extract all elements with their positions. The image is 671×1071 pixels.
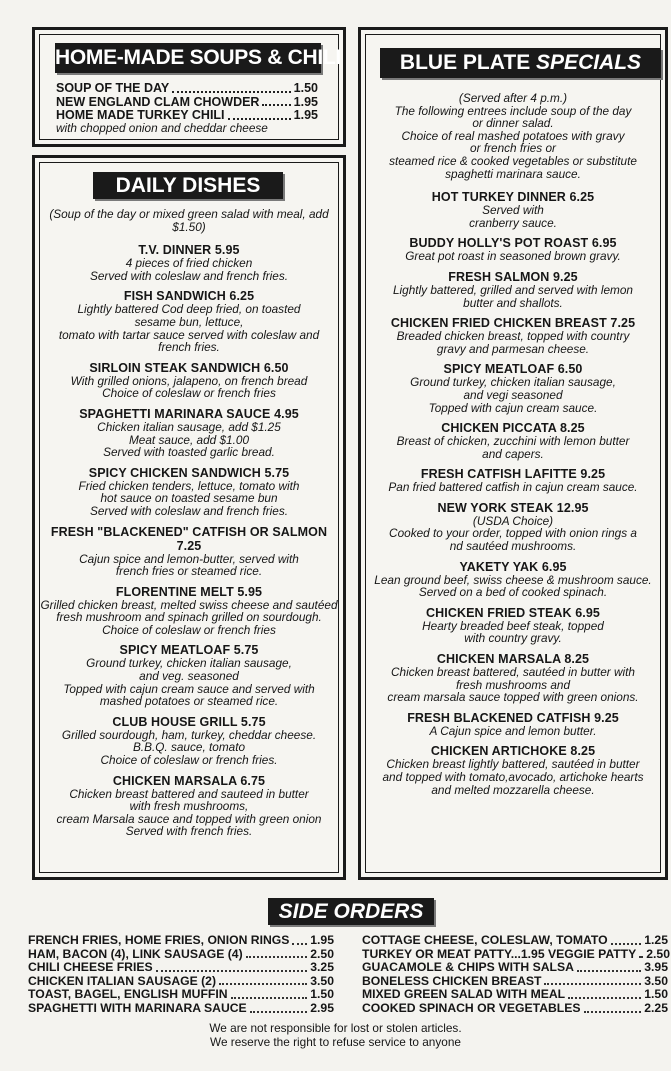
dot-leader	[219, 975, 307, 986]
blue-plate-item-name: FRESH SALMON 9.25	[448, 269, 578, 284]
blue-plate-menu-item	[364, 270, 662, 309]
daily-item-description: Grilled sourdough, ham, turkey, cheddar cheese. B.B.Q. sauce, tomato Choice of coleslaw or french fries.	[61, 727, 317, 768]
dot-leader	[639, 948, 643, 959]
dot-leader	[262, 96, 290, 107]
blue-plate-item-name: FRESH BLACKENED CATFISH 9.25	[407, 710, 619, 725]
side-order-row	[362, 961, 668, 975]
blue-plate-menu-item	[364, 316, 662, 355]
daily-menu-item	[38, 525, 340, 578]
blue-plate-item-name: FRESH CATFISH LAFITTE 9.25	[420, 467, 606, 482]
side-order-name: COOKED SPINACH OR VEGETABLES	[362, 1000, 581, 1015]
blue-plate-item-description: Served with cranberry sauce.	[469, 203, 557, 230]
daily-item-description: Cajun spice and lemon-butter, served with french fries or steamed rice.	[79, 551, 299, 579]
daily-item-name: SPICY CHICKEN SANDWICH 5.75	[88, 465, 290, 480]
side-order-name: CHILI CHEESE FRIES	[28, 960, 153, 975]
blue-plate-item-description: Hearty breaded beef steak, topped with country gravy.	[422, 618, 604, 646]
blue-plate-item-name: CHICKEN FRIED STEAK 6.95	[426, 605, 600, 620]
footer-line-1: We are not responsible for lost or stolen articles.	[209, 1021, 462, 1035]
blue-plate-item-description: A Cajun spice and lemon butter.	[429, 723, 597, 738]
blue-plate-item-description: Chicken breast lightly battered, sautéed in butter and topped with tomato,avocado, artichoke hearts and melted mozzarella cheese.	[382, 757, 644, 797]
blue-plate-item-name: CHICKEN MARSALA 8.25	[436, 652, 590, 667]
daily-item-description: Chicken italian sausage, add $1.25 Meat sauce, add $1.00 Served with toasted garlic bread.	[97, 419, 281, 460]
blue-plate-heading-b: SPECIALS	[536, 51, 642, 74]
side-orders-heading: SIDE ORDERS	[268, 898, 434, 925]
daily-menu-item	[38, 407, 340, 459]
dot-leader	[544, 975, 641, 986]
daily-menu-item	[38, 243, 340, 282]
soups-note: with chopped onion and cheddar cheese	[56, 120, 268, 135]
side-order-name: TURKEY OR MEAT PATTY...1.95 VEGGIE PATTY	[362, 946, 637, 961]
side-order-price: 2.50	[646, 946, 670, 961]
blue-plate-menu-item	[364, 560, 662, 599]
side-order-row	[28, 961, 334, 975]
dot-leader	[156, 961, 308, 972]
daily-dishes-list	[38, 208, 340, 838]
blue-plate-heading-a: BLUE PLATE	[399, 51, 537, 74]
blue-plate-item-name: NEW YORK STEAK 12.95	[437, 500, 589, 515]
soups-row	[56, 82, 318, 96]
side-order-name: GUACAMOLE & CHIPS WITH SALSA	[362, 960, 574, 975]
blue-plate-item-name: CHICKEN ARTICHOKE 8.25	[430, 744, 596, 759]
side-order-price: 1.50	[310, 987, 334, 1002]
blue-plate-item-name: SPICY MEATLOAF 6.50	[443, 362, 583, 377]
daily-dishes-items	[38, 243, 340, 838]
blue-plate-item-name: HOT TURKEY DINNER 6.25	[431, 190, 595, 205]
blue-plate-menu-item	[364, 190, 662, 229]
side-order-row	[28, 934, 334, 948]
dot-leader	[584, 1002, 642, 1013]
blue-plate-list	[364, 92, 662, 796]
daily-menu-item	[38, 715, 340, 767]
soup-price: 1.95	[293, 108, 318, 122]
dot-leader	[231, 988, 308, 999]
soups-heading: HOME-MADE SOUPS & CHILI	[55, 43, 321, 73]
side-order-price: 1.50	[644, 987, 668, 1002]
dot-leader	[292, 934, 307, 945]
dot-leader	[172, 82, 290, 93]
side-order-name: CHICKEN ITALIAN SAUSAGE (2)	[28, 973, 217, 988]
dot-leader	[246, 948, 308, 959]
daily-item-name: FLORENTINE MELT 5.95	[115, 584, 263, 599]
side-order-price: 3.50	[310, 973, 334, 988]
dot-leader	[611, 934, 642, 945]
blue-plate-item-description: Ground turkey, chicken italian sausage, and vegi seasoned Topped with cajun cream sauce.	[410, 375, 616, 415]
blue-plate-menu-item	[364, 467, 662, 494]
daily-menu-item	[38, 361, 340, 400]
daily-item-name: FRESH "BLACKENED" CATFISH OR SALMON 7.25	[50, 524, 328, 553]
blue-plate-item-name: CHICKEN FRIED CHICKEN BREAST 7.25	[390, 316, 636, 331]
blue-plate-intro: (Served after 4 p.m.) The following entrees include soup of the day or dinner salad. Choice of real mashed potatoes with gravy or french fries or steamed rice & cooked vegetables or substitute spaghetti marinara sauce.	[389, 91, 637, 181]
side-order-name: FRENCH FRIES, HOME FRIES, ONION RINGS	[28, 933, 290, 947]
blue-plate-item-description: Chicken breast battered, sautéed in butter with fresh mushrooms and cream marsala sauce topped with green onions.	[387, 665, 639, 705]
side-order-row	[362, 948, 668, 962]
side-order-row	[28, 948, 334, 962]
soups-list	[56, 82, 318, 134]
side-order-price: 2.25	[644, 1000, 668, 1015]
daily-item-name: SPAGHETTI MARINARA SAUCE 4.95	[79, 406, 299, 421]
side-order-row	[28, 988, 334, 1002]
side-order-row	[362, 934, 668, 948]
side-order-name: TOAST, BAGEL, ENGLISH MUFFIN	[28, 987, 228, 1002]
side-orders-left	[28, 934, 334, 1016]
blue-plate-item-description: Breast of chicken, zucchini with lemon butter and capers.	[396, 434, 630, 461]
daily-item-description: Chicken breast battered and sauteed in butter with fresh mushrooms, cream Marsala sauce and topped with green onion Served with french fries.	[56, 786, 322, 839]
daily-item-description: Lightly battered Cod deep fried, on toasted sesame bun, lettuce, tomato with tartar sauce served with coleslaw and french fries.	[58, 302, 320, 355]
side-order-price: 2.95	[310, 1000, 334, 1015]
blue-plate-item-description: Pan fried battered catfish in cajun cream sauce.	[388, 480, 638, 495]
daily-item-description: With grilled onions, jalapeno, on french bread Choice of coleslaw or french fries	[70, 373, 308, 401]
blue-plate-item-name: CHICKEN PICCATA 8.25	[441, 421, 585, 436]
side-order-row	[28, 975, 334, 989]
blue-plate-menu-item	[364, 362, 662, 414]
daily-item-name: CHICKEN MARSALA 6.75	[112, 773, 266, 788]
blue-plate-heading	[380, 48, 661, 78]
soup-name: NEW ENGLAND CLAM CHOWDER	[56, 94, 260, 109]
blue-plate-menu-item	[364, 711, 662, 738]
blue-plate-menu-item	[364, 606, 662, 645]
side-order-price: 1.25	[644, 933, 668, 947]
side-order-name: COTTAGE CHEESE, COLESLAW, TOMATO	[362, 933, 608, 947]
blue-plate-menu-item	[364, 421, 662, 460]
side-order-price: 3.25	[310, 960, 334, 975]
blue-plate-item-description: Great pot roast in seasoned brown gravy.	[405, 249, 621, 264]
side-order-row	[28, 1002, 334, 1016]
side-order-price: 3.95	[644, 960, 668, 975]
daily-item-description: 4 pieces of fried chicken Served with coleslaw and french fries.	[89, 256, 289, 283]
side-order-row	[362, 988, 668, 1002]
side-order-name: SPAGHETTI WITH MARINARA SAUCE	[28, 1000, 247, 1015]
side-order-name: MIXED GREEN SALAD WITH MEAL	[362, 987, 566, 1002]
blue-plate-item-description: Lightly battered, grilled and served with lemon butter and shallots.	[392, 282, 633, 310]
daily-menu-item	[38, 289, 340, 353]
side-orders-right	[362, 934, 668, 1016]
blue-plate-menu-item	[364, 744, 662, 796]
side-order-name: HAM, BACON (4), LINK SAUSAGE (4)	[28, 946, 243, 961]
daily-item-name: SIRLOIN STEAK SANDWICH 6.50	[89, 360, 289, 375]
soup-price: 1.95	[293, 94, 318, 109]
daily-dishes-intro: (Soup of the day or mixed green salad with meal, add $1.50)	[49, 207, 329, 234]
side-order-price: 2.50	[310, 946, 334, 961]
dot-leader	[568, 988, 641, 999]
daily-item-description: Fried chicken tenders, lettuce, tomato with hot sauce on toasted sesame bun Served with coleslaw and french fries.	[78, 478, 300, 518]
footer	[0, 1021, 671, 1049]
blue-plate-menu-item	[364, 652, 662, 704]
blue-plate-menu-item	[364, 501, 662, 553]
blue-plate-item-name: BUDDY HOLLY'S POT ROAST 6.95	[409, 236, 617, 251]
daily-item-description: Grilled chicken breast, melted swiss cheese and sautéed fresh mushroom and spinach grilled on sourdough. Choice of coleslaw or french fries	[40, 597, 338, 637]
soup-name: SOUP OF THE DAY	[56, 81, 170, 95]
dot-leader	[577, 961, 641, 972]
blue-plate-items	[364, 190, 662, 796]
blue-plate-item-description: Lean ground beef, swiss cheese & mushroom sauce. Served on a bed of cooked spinach.	[374, 572, 652, 600]
soup-name: HOME MADE TURKEY CHILI	[56, 108, 225, 122]
dot-leader	[250, 1002, 308, 1013]
daily-menu-item	[38, 466, 340, 518]
daily-item-name: CLUB HOUSE GRILL 5.75	[112, 714, 266, 729]
daily-item-description: Ground turkey, chicken italian sausage, and veg. seasoned Topped with cajun cream sauce and served with mashed potatoes or steamed rice.	[63, 656, 315, 709]
daily-item-name: T.V. DINNER 5.95	[138, 243, 240, 258]
soups-row	[56, 96, 318, 110]
side-order-row	[362, 1002, 668, 1016]
side-order-row	[362, 975, 668, 989]
dot-leader	[228, 109, 291, 120]
daily-menu-item	[38, 643, 340, 707]
side-order-price: 3.50	[644, 973, 668, 988]
side-order-price: 1.95	[310, 933, 334, 947]
side-order-name: BONELESS CHICKEN BREAST	[362, 973, 542, 988]
daily-item-name: FISH SANDWICH 6.25	[123, 289, 255, 304]
daily-menu-item	[38, 585, 340, 637]
blue-plate-item-description: (USDA Choice) Cooked to your order, topped with onion rings a nd sautéed mushrooms.	[389, 513, 637, 554]
blue-plate-item-name: YAKETY YAK 6.95	[459, 559, 567, 574]
daily-dishes-heading: DAILY DISHES	[93, 172, 283, 199]
blue-plate-menu-item	[364, 236, 662, 263]
soup-price: 1.50	[293, 81, 318, 95]
blue-plate-item-description: Breaded chicken breast, topped with country gravy and parmesan cheese.	[396, 329, 630, 356]
daily-menu-item	[38, 774, 340, 838]
daily-item-name: SPICY MEATLOAF 5.75	[119, 643, 259, 658]
footer-line-2: We reserve the right to refuse service to anyone	[210, 1035, 461, 1049]
